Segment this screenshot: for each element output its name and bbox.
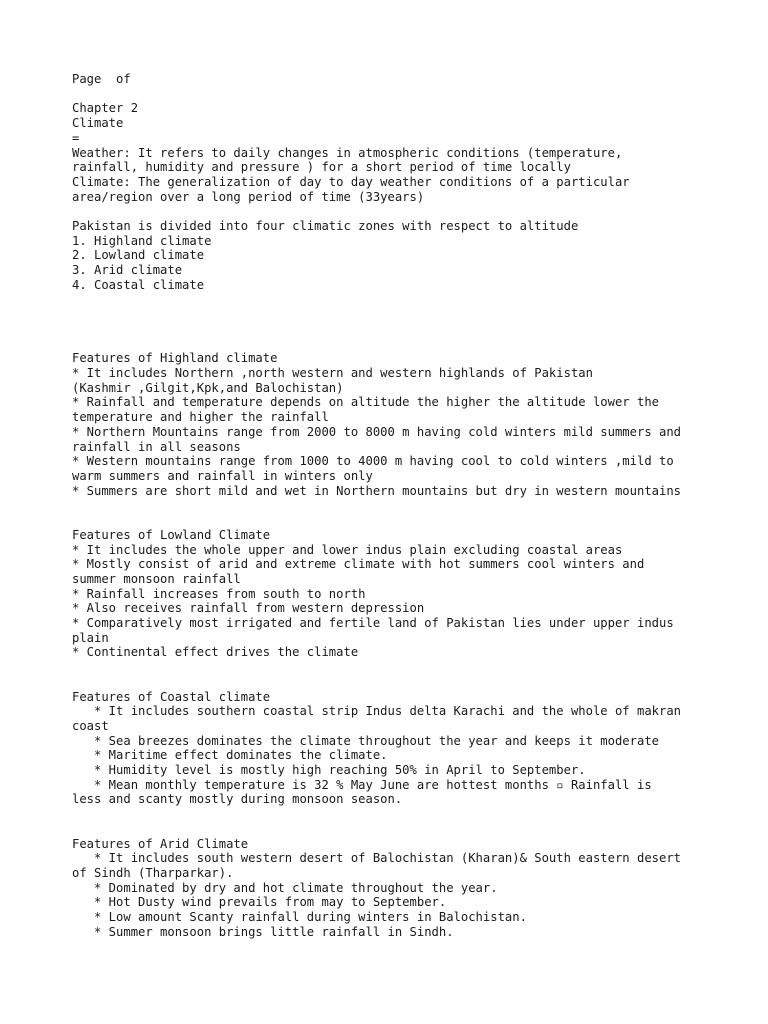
bullet-point: * Hot Dusty wind prevails from may to September.	[72, 895, 447, 910]
bullet-point: * It includes the whole upper and lower indus plain excluding coastal areas	[72, 542, 623, 557]
bullet-point: * Western mountains range from 1000 to 4000 m having cool to cold winters ,mild to warm summers and rainfall in winters only	[72, 454, 674, 483]
bullet-point: * Also receives rainfall from western depression	[72, 601, 425, 616]
zone-item: 4. Coastal climate	[72, 277, 205, 292]
bullet-point: * Northern Mountains range from 2000 to 8000 m having cold winters mild summers and rainfall in all seasons	[72, 424, 682, 454]
bullet-point: * Rainfall increases from south to north	[72, 586, 366, 601]
bullet-point: * Summers are short mild and wet in Northern mountains but dry in western mountains	[72, 483, 682, 498]
section-heading-coastal: Features of Coastal climate	[72, 689, 271, 704]
zone-item: 2. Lowland climate	[72, 248, 205, 263]
bullet-point: * Comparatively most irrigated and fertile land of Pakistan lies under upper indus plain	[72, 616, 674, 645]
bullet-point: * Summer monsoon brings little rainfall in Sindh.	[72, 924, 454, 939]
bullet-point: * Mostly consist of arid and extreme climate with hot summers cool winters and summer monsoon rainfall	[72, 557, 645, 586]
section-heading-arid: Features of Arid Climate	[72, 836, 249, 851]
bullet-point: * Dominated by dry and hot climate throughout the year.	[72, 880, 498, 895]
document-body	[72, 72, 708, 939]
bullet-point: * It includes southern coastal strip Indus delta Karachi and the whole of makran coast	[72, 704, 682, 733]
bullet-point: * Low amount Scanty rainfall during winters in Balochistan.	[72, 910, 527, 925]
bullet-point: * Maritime effect dominates the climate.	[72, 748, 388, 763]
bullet-point: * Rainfall and temperature depends on altitude the higher the altitude lower the temperature and higher the rainfall	[72, 395, 659, 425]
section-heading-highland: Features of Highland climate	[72, 351, 278, 366]
weather-definition: Weather: It refers to daily changes in atmospheric conditions (temperature, rainfall, humidity and pressure ) for a short period of time locally	[72, 145, 623, 175]
section-heading-lowland: Features of Lowland Climate	[72, 527, 271, 542]
bullet-point: * Continental effect drives the climate	[72, 645, 359, 660]
zone-item: 3. Arid climate	[72, 263, 183, 278]
bullet-point: * It includes south western desert of Balochistan (Kharan)& South eastern desert of Sindh (Tharparkar).	[72, 851, 682, 880]
bullet-point: * Sea breezes dominates the climate throughout the year and keeps it moderate	[72, 733, 659, 748]
page-title: Climate	[72, 116, 124, 131]
bullet-point: * Humidity level is mostly high reaching 50% in April to September.	[72, 763, 586, 778]
bullet-point: * Mean monthly temperature is 32 % May June are hottest months ▫ Rainfall is less and scanty mostly during monsoon season.	[72, 777, 652, 807]
zone-item: 1. Highland climate	[72, 233, 212, 248]
title-separator: =	[72, 130, 80, 145]
climate-definition: Climate: The generalization of day to day weather conditions of a particular area/region over a long period of time (33years)	[72, 174, 630, 204]
bullet-point: * It includes Northern ,north western and western highlands of Pakistan (Kashmir ,Gilgit,Kpk,and Balochistan)	[72, 366, 593, 395]
chapter-label: Chapter 2	[72, 101, 139, 116]
zones-intro: Pakistan is divided into four climatic zones with respect to altitude	[72, 219, 579, 234]
page-header: Page of	[72, 72, 131, 86]
